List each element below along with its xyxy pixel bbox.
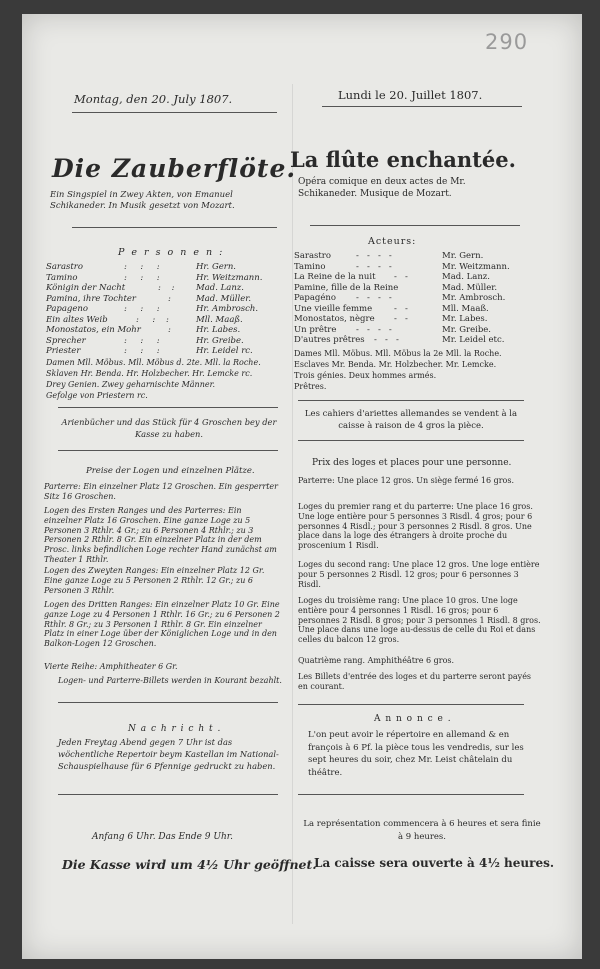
left-cast-heading: P e r s o n e n : xyxy=(118,247,225,258)
left-cast-extra: Damen Mll. Möbus. Mll. Möbus d. 2te. Mll. la Roche. xyxy=(46,358,261,367)
right-cast-extra: Trois génies. Deux hommes armés. xyxy=(294,371,437,380)
left-rule xyxy=(58,794,278,795)
right-rule xyxy=(298,704,524,705)
left-price-item: Logen- und Parterre-Billets werden in Kourant bezahlt. xyxy=(58,676,282,685)
left-notice-text: Jeden Freytag Abend gegen 7 Uhr ist das wöchentliche Repertoir beym Kastellan im National-Schauspielhause für 6 Pfennige gedruckt zu haben. xyxy=(58,737,279,771)
left-price-item: Vierte Reihe: Amphitheater 6 Gr. xyxy=(44,662,178,671)
left-box-office: Die Kasse wird um 4½ Uhr geöffnet. xyxy=(62,857,317,872)
left-cast-list: Sarastro : : : Hr. Gern. Tamino : : : Hr. Weitzmann. Königin der Nacht : : Mad. Lanz. Pamina, ihre Tochter : Mad. Müller. Papageno : : : Hr. Ambrosch. Ein altes Weib : : : Mll. Maaß. Monostatos, ein Mohr : Hr. Labes. Sprecher : : : Hr. Greibe. Priester : : : Hr. Leidel rc. xyxy=(46,262,263,356)
right-title: La flûte enchantée. xyxy=(290,147,516,172)
right-cast-extra: Esclaves Mr. Benda. Mr. Holzbecher. Mr. Lemcke. xyxy=(294,360,497,369)
right-price-item: Loges du premier rang et du parterre: Une place 16 gros. Une loge entière pour 5 personnes 3 Risdl. 4 gros; pour 6 personnes 4 Risdl.; pour 3 personnes 2 Risdl. 8 gros. Une place dans la loge des étrangers à droite proche du proscenium 1 Risdl. xyxy=(298,502,533,551)
left-rule xyxy=(58,407,278,408)
left-cast-extra: Gefolge von Priestern rc. xyxy=(46,391,148,400)
left-date-rule xyxy=(72,112,277,113)
right-notice-heading: A n n o n c e . xyxy=(374,714,452,724)
right-box-office: La caisse sera ouverte à 4½ heures. xyxy=(314,856,555,870)
right-subtitle: Opéra comique en deux actes de Mr. Schikaneder. Musique de Mozart. xyxy=(298,177,466,199)
right-price-item: Parterre: Une place 12 gros. Un siège fermé 16 gros. xyxy=(298,476,514,485)
right-start-end: La représentation commencera à 6 heures et sera finie à 9 heures. xyxy=(303,819,541,842)
right-rule xyxy=(298,400,524,401)
right-date-rule xyxy=(322,106,522,107)
right-price-item: Loges du troisième rang: Une place 10 gros. Une loge entière pour 4 personnes 1 Risdl. 16 gros; pour 6 personnes 2 Risdl. 8 gros; pour 3 personnes 1 Risdl. 8 gros. Une place dans une loge au-dessus de celle du Roi et dans celles du balcon 12 gros. xyxy=(298,596,541,645)
left-notice-heading: N a c h r i c h t . xyxy=(128,724,222,734)
right-rule xyxy=(298,440,524,441)
right-price-item: Les Billets d'entrée des loges et du parterre seront payés en courant. xyxy=(298,672,532,691)
left-subtitle: Ein Singspiel in Zwey Akten, von Emanuel Schikaneder. In Musik gesetzt von Mozart. xyxy=(50,190,235,211)
right-rule xyxy=(298,794,524,795)
right-cast-list: Sarastro - - - - Mr. Gern. Tamino - - - - Mr. Weitzmann. La Reine de la nuit - - Mad. Lanz. Pamine, fille de la Reine Mad. Müller. Papagéno - - - - Mr. Ambrosch. Une vieille femme - - Mll. Maaß. Monostatos, nègre - - Mr. Labes. Un prêtre - - - - Mr. Greibe. D'autres prêtres - - - Mr. Leidel etc. xyxy=(294,251,510,345)
right-cast-extra: Dames Mll. Möbus. Mll. Möbus la 2e Mll. la Roche. xyxy=(294,349,502,358)
left-price-item: Logen des Dritten Ranges: Ein einzelner Platz 10 Gr. Eine ganze Loge zu 4 Personen 1 Rthlr. 16 Gr.; zu 6 Personen 2 Rthlr. 8 Gr.; zu 3 Personen 1 Rthlr. 8 Gr. Ein einzelner Platz in einer Loge über der Königlichen Loge und in den Balkon-Logen 12 Groschen. xyxy=(44,600,280,649)
left-price-item: Parterre: Ein einzelner Platz 12 Groschen. Ein gesperrter Sitz 16 Groschen. xyxy=(44,482,278,501)
left-rule xyxy=(58,702,278,703)
center-fold xyxy=(292,84,293,924)
left-price-item: Logen des Ersten Ranges und des Parterres: Ein einzelner Platz 16 Groschen. Eine ganze Loge zu 5 Personen 3 Rthlr. 4 Gr.; zu 6 Personen 4 Rthlr.; zu 3 Personen 2 Rthlr. 8 Gr. Ein einzelner Platz in der dem Prosc. links befindlichen Loge rechter Hand zunächst am Theater 1 Rthlr. xyxy=(44,506,277,564)
right-prices-heading: Prix des loges et places pour une personne. xyxy=(312,458,512,468)
playbill-page xyxy=(22,14,582,959)
right-title-rule xyxy=(310,225,520,226)
left-rule xyxy=(58,450,278,451)
right-price-item: Quatrième rang. Amphithéâtre 6 gros. xyxy=(298,656,455,665)
left-title: Die Zauberflöte. xyxy=(52,154,297,183)
right-notice-text: L'on peut avoir le répertoire en allemand & en françois à 6 Pf. la pièce tous les vendredis, sur les sept heures du soir, chez Mr. Leist châtelain du théâtre. xyxy=(308,730,524,778)
left-date: Montag, den 20. July 1807. xyxy=(74,92,233,106)
left-cast-extra: Sklaven Hr. Benda. Hr. Holzbecher. Hr. Lemcke rc. xyxy=(46,369,253,378)
left-prices-heading: Preise der Logen und einzelnen Plätze. xyxy=(86,466,255,476)
page-number: 290 xyxy=(485,30,529,54)
left-price-item: Logen des Zweyten Ranges: Ein einzelner Platz 12 Gr. Eine ganze Loge zu 5 Personen 2 Rthlr. 12 Gr.; zu 6 Personen 3 Rthlr. xyxy=(44,566,265,595)
right-libretto-note: Les cahiers d'ariettes allemandes se vendent à la caisse à raison de 4 gros la pièce. xyxy=(304,409,518,431)
left-cast-extra: Drey Genien. Zwey geharnischte Männer. xyxy=(46,380,216,389)
left-start-end: Anfang 6 Uhr. Das Ende 9 Uhr. xyxy=(92,832,233,842)
left-title-rule xyxy=(72,227,277,228)
right-cast-heading: Acteurs: xyxy=(368,236,417,247)
left-libretto-note: Arienbücher und das Stück für 4 Groschen bey der Kasse zu haben. xyxy=(61,417,277,439)
right-price-item: Loges du second rang: Une place 12 gros. Une loge entière pour 5 personnes 2 Risdl. 12 gros; pour 6 personnes 3 Risdl. xyxy=(298,560,540,589)
right-date: Lundi le 20. Juillet 1807. xyxy=(338,88,483,102)
right-cast-extra: Prêtres. xyxy=(294,382,327,391)
